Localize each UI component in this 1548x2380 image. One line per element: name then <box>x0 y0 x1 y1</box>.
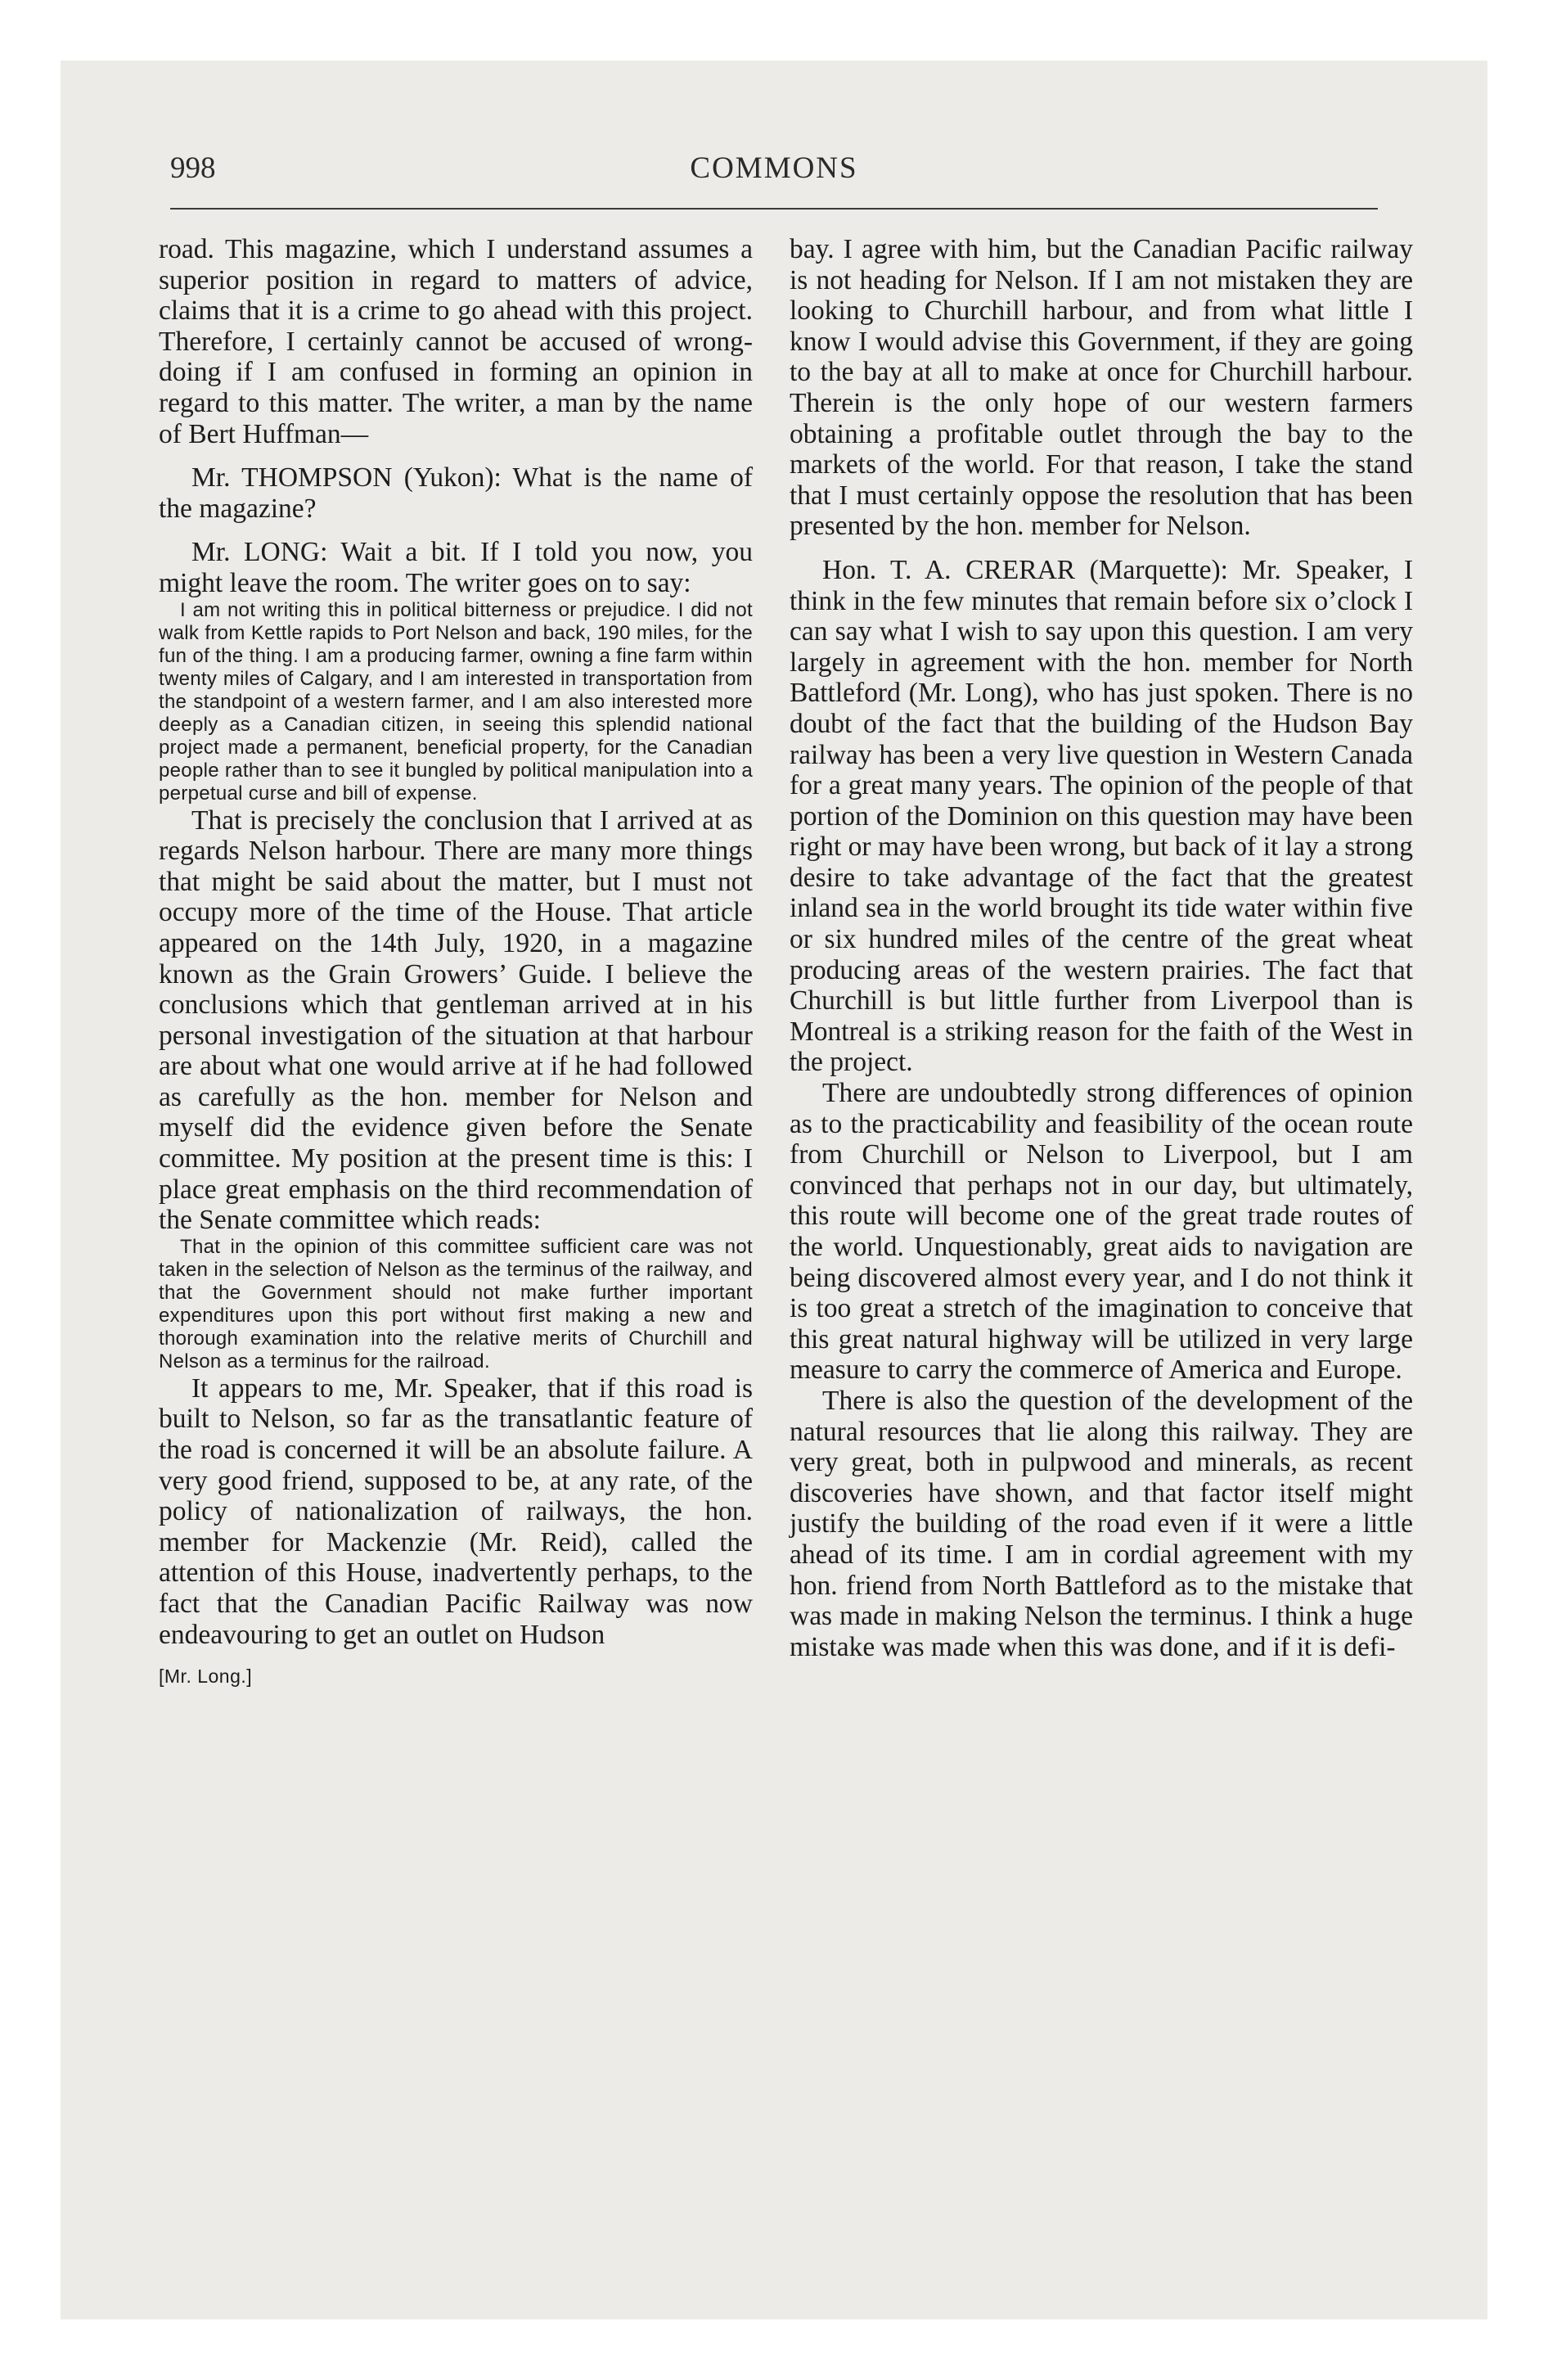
header-rule <box>170 208 1378 210</box>
speaker-footer-ref: [Mr. Long.] <box>159 1666 253 1688</box>
page-number: 998 <box>170 151 216 185</box>
paragraph: There is also the question of the development of the natural resources that lie along this railway. They are very great, both in pulpwood and minerals, as recent discoveries have shown, and that factor itself might justify the building of the road even if it were a little ahead of its time. I am in cordial agreement with my hon. friend from North Battleford as to the mistake that was made in making Nelson the terminus. I think a huge mistake was made when this was done, and if it is defi- <box>790 1385 1413 1662</box>
paragraph: Mr. THOMPSON (Yukon): What is the name of the magazine? <box>159 462 753 524</box>
paragraph: bay. I agree with him, but the Canadian Pacific railway is not heading for Nelson. If I am not mistaken they are looking to Churchill harbour, and from what little I know I would advise this Government, if they are going to the bay at all to make at once for Churchill harbour. Therein is the only hope of our western farmers obtaining a profitable outlet through the bay to the markets of the world. For that reason, I take the stand that I must certainly oppose the resolution that has been presented by the hon. member for Nelson. <box>790 234 1413 542</box>
block-quote: I am not writing this in political bitterness or prejudice. I did not walk from Kettle rapids to Port Nelson and back, 190 miles, for the fun of the thing. I am a producing farmer, owning a fine farm within twenty miles of Calgary, and I am interested in transportation from the standpoint of a western farmer, and I am also interested more deeply as a Canadian citizen, in seeing this splendid national project made a permanent, beneficial property, for the Canadian people rather than to see it bungled by political manipulation into a perpetual curse and bill of expense. <box>159 598 753 805</box>
paragraph: Hon. T. A. CRERAR (Marquette): Mr. Speaker, I think in the few minutes that remain before six o’clock I can say what I wish to say upon this question. I am very largely in agreement with the hon. member for North Battleford (Mr. Long), who has just spoken. There is no doubt of the fact that the building of the Hudson Bay railway has been a very live question in Western Canada for a great many years. The opinion of the people of that portion of the Dominion on this question may have been right or may have been wrong, but back of it lay a strong desire to take advantage of the fact that the greatest inland sea in the world brought its tide water within five or six hundred miles of the centre of the great wheat producing areas of the western prairies. The fact that Churchill is but little further from Liverpool than is Montreal is a striking reason for the faith of the West in the project. <box>790 554 1413 1078</box>
left-column <box>159 234 753 1693</box>
paragraph: That is precisely the conclusion that I arrived at as regards Nelson harbour. There are many more things that might be said about the matter, but I must not occupy more of the time of the House. That article appeared on the 14th July, 1920, in a magazine known as the Grain Growers’ Guide. I believe the conclusions which that gentleman arrived at in his personal investigation of the situation at that harbour are about what one would arrive at if he had followed as carefully as the hon. member for Nelson and myself did the evidence given before the Senate committee. My position at the present time is this: I place great emphasis on the third recommendation of the Senate committee which reads: <box>159 805 753 1236</box>
paragraph: It appears to me, Mr. Speaker, that if this road is built to Nelson, so far as the transatlantic feature of the road is concerned it will be an absolute failure. A very good friend, supposed to be, at any rate, of the policy of nationalization of railways, the hon. member for Mackenzie (Mr. Reid), called the attention of this House, inadvertently perhaps, to the fact that the Canadian Pacific Railway was now endeavouring to get an outlet on Hudson <box>159 1373 753 1650</box>
right-column <box>790 234 1413 1662</box>
paragraph: road. This magazine, which I understand assumes a superior position in regard to matters of advice, claims that it is a crime to go ahead with this project. Therefore, I certainly cannot be accused of wrong-doing if I am confused in forming an opinion in regard to this matter. The writer, a man by the name of Bert Huffman— <box>159 234 753 449</box>
block-quote: That in the opinion of this committee sufficient care was not taken in the selection of Nelson as the terminus of the railway, and that the Government should not make further important expenditures upon this port without first making a new and thorough examination into the relative merits of Churchill and Nelson as a terminus for the railroad. <box>159 1235 753 1373</box>
paragraph: Mr. LONG: Wait a bit. If I told you now, you might leave the room. The writer goes on to say: <box>159 537 753 598</box>
running-head: COMMONS <box>690 151 858 185</box>
paragraph: There are undoubtedly strong differences of opinion as to the practicability and feasibility of the ocean route from Churchill or Nelson to Liverpool, but I am convinced that perhaps not in our day, but ultimately, this route will become one of the great trade routes of the world. Unquestionably, great aids to navigation are being discovered almost every year, and I do not think it is too great a stretch of the imagination to conceive that this great natural highway will be utilized in very large measure to carry the commerce of America and Europe. <box>790 1078 1413 1386</box>
page-header <box>110 146 1438 195</box>
